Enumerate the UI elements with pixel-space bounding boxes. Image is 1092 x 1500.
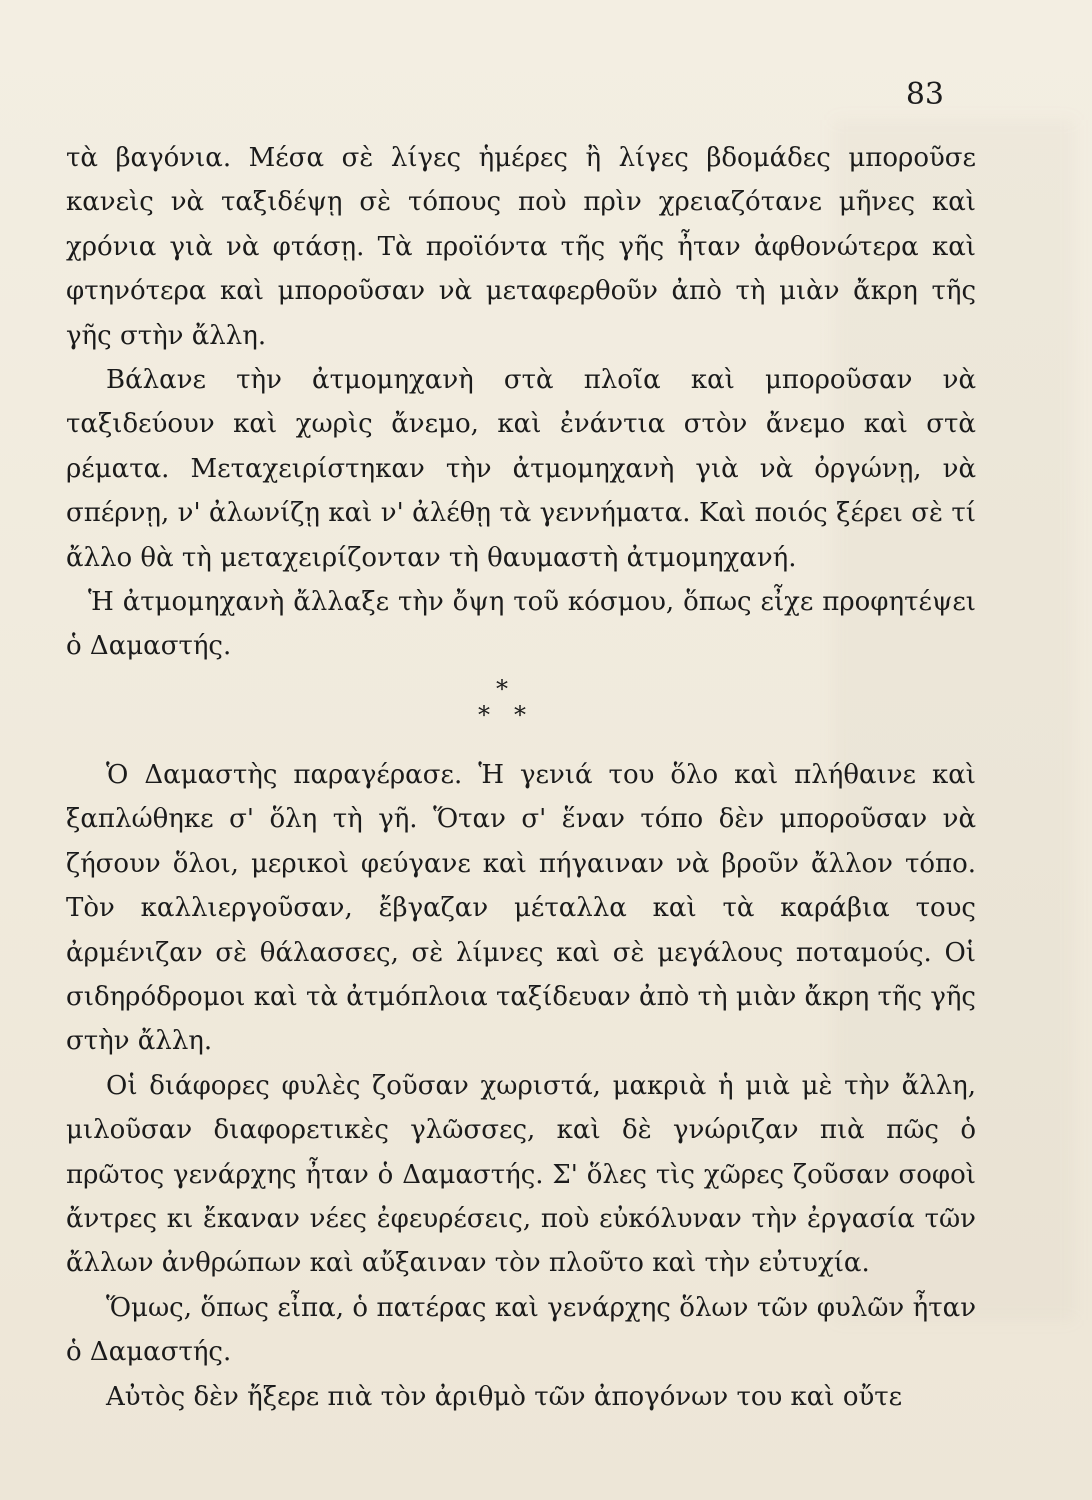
page-text	[66, 136, 976, 1419]
page-number: 83	[905, 77, 944, 112]
paragraph-7: Αὐτὸς δὲν ἤξερε πιὰ τὸν ἀριθμὸ τῶν ἀπογόνων του καὶ οὔτε	[106, 1381, 903, 1412]
paragraph-1: τὰ βαγόνια. Μέσα σὲ λίγες ἡμέρες ἢ λίγες βδομάδες μποροῦσε κανεὶς νὰ ταξιδέψῃ σὲ τόπους ποὺ πρὶν χρειαζότανε μῆνες καὶ χρόνια γιὰ νὰ φτάσῃ. Τὰ προϊόντα τῆς γῆς ἦταν ἀφθονώτερα καὶ φτηνότερα καὶ μποροῦσαν νὰ μεταφερθοῦν ἀπὸ τὴ μιὰν ἄκρη τῆς γῆς στὴν ἄλλη.	[66, 143, 976, 351]
asterism-star-top: *	[496, 674, 508, 703]
asterism-separator	[66, 669, 976, 753]
asterism-star-left: *	[478, 700, 490, 729]
paragraph-3: Ἡ ἀτμομηχανὴ ἄλλαξε τὴν ὄψη τοῦ κόσμου, ὅπως εἶχε προφητέψει ὁ Δαμαστής.	[66, 587, 976, 662]
paragraph-2: Βάλανε τὴν ἀτμομηχανὴ στὰ πλοῖα καὶ μποροῦσαν νὰ ταξιδεύουν καὶ χωρὶς ἄνεμο, καὶ ἐνάντια στὸν ἄνεμο καὶ στὰ ρέματα. Μεταχειρίστηκαν τὴν ἀτμομηχανὴ γιὰ νὰ ὀργώνῃ, νὰ σπέρνῃ, ν' ἀλωνίζῃ καὶ ν' ἀλέθῃ τὰ γεννήματα. Καὶ ποιός ξέρει σὲ τί ἄλλο θὰ τὴ μεταχειρίζονταν τὴ θαυμαστὴ ἀτμομηχανή.	[66, 365, 976, 573]
paragraph-4: Ὁ Δαμαστὴς παραγέρασε. Ἡ γενιά του ὅλο καὶ πλήθαινε καὶ ξαπλώθηκε σ' ὅλη τὴ γῆ. Ὅταν σ' ἕναν τόπο δὲν μποροῦσαν νὰ ζήσουν ὅλοι, μερικοὶ φεύγανε καὶ πήγαιναν νὰ βροῦν ἄλλον τόπο. Τὸν καλλιεργοῦσαν, ἔβγαζαν μέταλλα καὶ τὰ καράβια τους ἀρμένιζαν σὲ θάλασσες, σὲ λίμνες καὶ σὲ μεγάλους ποταμούς. Οἱ σιδηρόδρομοι καὶ τὰ ἀτμόπλοια ταξίδευαν ἀπὸ τὴ μιὰν ἄκρη τῆς γῆς στὴν ἄλλη.	[66, 759, 976, 1057]
asterism-star-right: *	[514, 700, 526, 729]
paragraph-6: Ὅμως, ὅπως εἶπα, ὁ πατέρας καὶ γενάρχης ὅλων τῶν φυλῶν ἦταν ὁ Δαμαστής.	[66, 1292, 976, 1368]
paragraph-5: Οἱ διάφορες φυλὲς ζοῦσαν χωριστά, μακριὰ ἡ μιὰ μὲ τὴν ἄλλη, μιλοῦσαν διαφορετικὲς γλῶσσες, καὶ δὲ γνώριζαν πιὰ πῶς ὁ πρῶτος γενάρχης ἦταν ὁ Δαμαστής. Σ' ὅλες τὶς χῶρες ζοῦσαν σοφοὶ ἄντρες κι ἔκαναν νέες ἐφευρέσεις, ποὺ εὐκόλυναν τὴν ἐργασία τῶν ἄλλων ἀνθρώπων καὶ αὔξαιναν τὸν πλοῦτο καὶ τὴν εὐτυχία.	[66, 1070, 976, 1279]
